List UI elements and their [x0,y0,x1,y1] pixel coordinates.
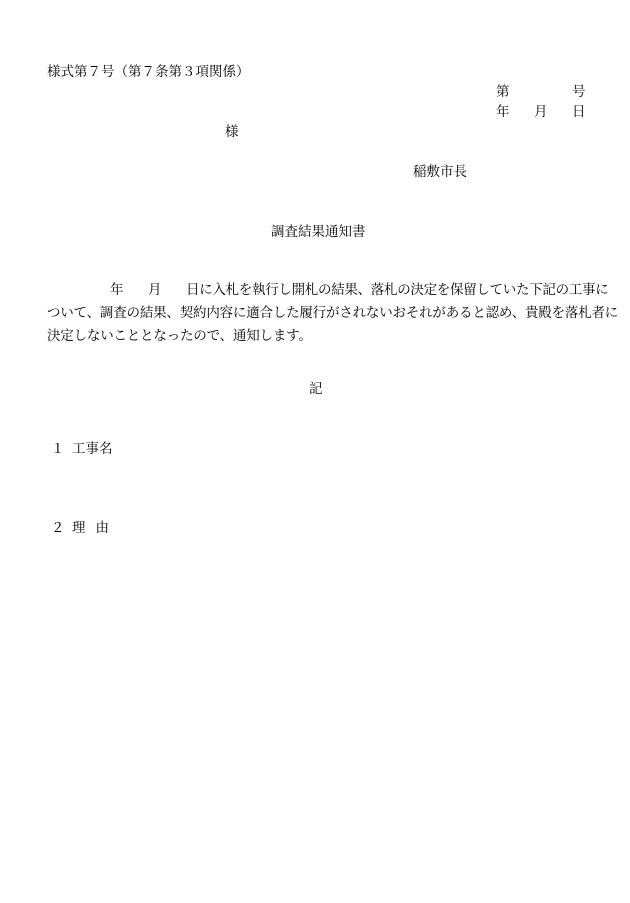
document-number-prefix: 第 [496,84,510,100]
body-line-1: 日に入札を執行し開札の結果、落札の決定を保留していた下記の工事に [186,282,609,298]
addressee-honorific: 様 [225,124,239,140]
date-day-label: 日 [572,104,586,120]
item-number: ２ [51,520,65,536]
item-number: １ [51,441,65,457]
body-year-label: 年 [110,282,124,298]
body-month-label: 月 [148,282,162,298]
form-number-label: 様式第７号（第７条第３項関係） [47,64,250,80]
body-line-3: 決定しないこととなったので、通知します。 [47,328,312,344]
ki-heading: 記 [309,381,323,397]
document-number-suffix: 号 [572,84,586,100]
date-year-label: 年 [496,104,510,120]
body-line-2: ついて、調査の結果、契約内容に適合した履行がされないおそれがあると認め、貴殿を落札者に [47,305,619,321]
item-label-construction-name: 工事名 [72,441,113,457]
sender-name: 稲敷市長 [413,164,467,180]
document-title: 調査結果通知書 [271,224,366,240]
date-month-label: 月 [534,104,548,120]
item-label-reason: 理由 [72,520,119,536]
